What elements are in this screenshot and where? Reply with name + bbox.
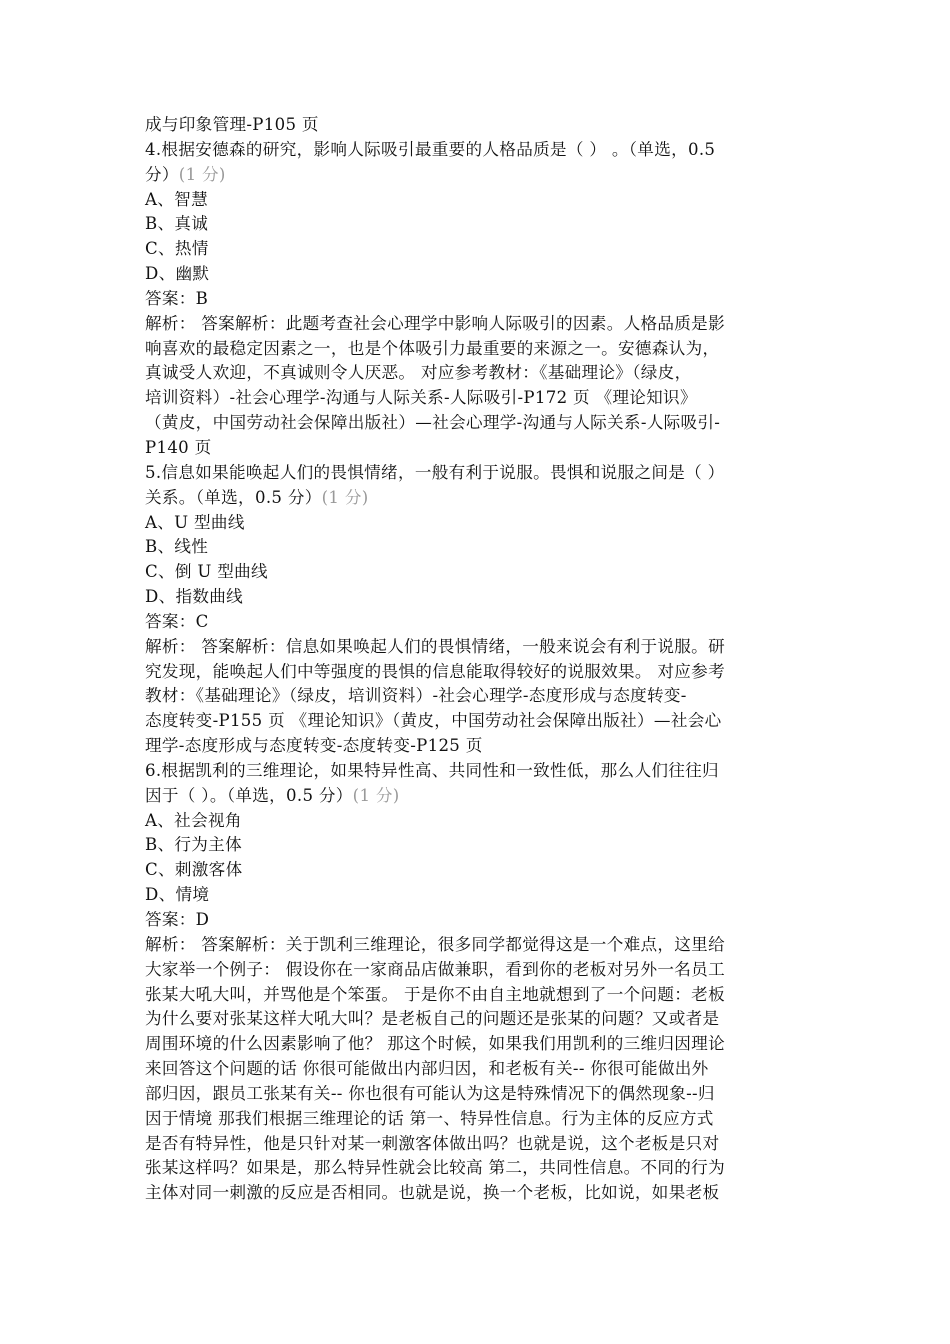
question-type: 关系。（单选，0.5 分） <box>145 487 322 507</box>
option-a: A、U 型曲线 <box>145 512 245 532</box>
option-d: D、幽默 <box>145 264 210 284</box>
question-4-stem: 4.根据安德森的研究，影响人际吸引最重要的人格品质是（ ） 。（单选，0.5 <box>145 139 716 159</box>
explanation-line: 周围环境的什么因素影响了他？ 那这个时候，如果我们用凯利的三维归因理论 <box>145 1034 725 1054</box>
explanation-line: 究发现，能唤起人们中等强度的畏惧的信息能取得较好的说服效果。 对应参考 <box>145 661 725 681</box>
score-tag: (1 分) <box>321 487 369 507</box>
answer: 答案：B <box>145 288 209 308</box>
explanation-line: 态度转变-P155 页 《理论知识》（黄皮，中国劳动社会保障出版社）—社会心 <box>145 711 722 731</box>
explanation-line: 解析： 答案解析：关于凯利三维理论，很多同学都觉得这是一个难点，这里给 <box>145 934 725 954</box>
option-a: A、社会视角 <box>145 810 242 830</box>
score-tag: (1 分) <box>178 164 226 184</box>
explanation-line: 教材：《基础理论》（绿皮，培训资料）-社会心理学-态度形成与态度转变- <box>145 686 687 706</box>
explanation-line: 来回答这个问题的话 你很可能做出内部归因，和老板有关-- 你很可能做出外 <box>145 1059 709 1079</box>
question-type: 分） <box>145 164 179 184</box>
option-d: D、指数曲线 <box>145 587 244 607</box>
explanation-line: P140 页 <box>145 437 212 457</box>
option-b: B、行为主体 <box>145 835 242 855</box>
option-d: D、情境 <box>145 885 210 905</box>
explanation-line: 是否有特异性，他是只针对某一刺激客体做出吗？也就是说，这个老板是只对 <box>145 1133 720 1153</box>
explanation-line: 培训资料）-社会心理学-沟通与人际关系-人际吸引-P172 页 《理论知识》 <box>145 388 697 408</box>
text-line <box>145 784 810 809</box>
question-type: 因于（ ）。（单选，0.5 分） <box>145 785 353 805</box>
explanation-line: 响喜欢的最稳定因素之一，也是个体吸引力最重要的来源之一。安德森认为， <box>145 338 720 358</box>
text-line <box>145 163 810 188</box>
question-5-stem: 5.信息如果能唤起人们的畏惧情绪，一般有利于说服。畏惧和说服之间是（ ） <box>145 462 725 482</box>
option-a: A、智慧 <box>145 189 208 209</box>
explanation-line: （黄皮，中国劳动社会保障出版社）—社会心理学-沟通与人际关系-人际吸引- <box>145 413 721 433</box>
document-page <box>145 113 810 1206</box>
option-c: C、刺激客体 <box>145 860 243 880</box>
explanation-line: 理学-态度形成与态度转变-态度转变-P125 页 <box>145 736 483 756</box>
answer: 答案：C <box>145 611 209 631</box>
option-b: B、线性 <box>145 537 209 557</box>
explanation-line: 张某大吼大叫，并骂他是个笨蛋。 于是你不由自主地就想到了一个问题：老板 <box>145 984 725 1004</box>
option-c: C、热情 <box>145 239 209 259</box>
answer: 答案：D <box>145 910 210 929</box>
explanation-line: 解析： 答案解析：此题考查社会心理学中影响人际吸引的因素。人格品质是影 <box>145 313 725 333</box>
explanation-line: 真诚受人欢迎，不真诚则令人厌恶。 对应参考教材：《基础理论》（绿皮， <box>145 363 692 383</box>
explanation-line: 解析： 答案解析：信息如果唤起人们的畏惧情绪，一般来说会有利于说服。研 <box>145 636 725 656</box>
question-6-stem: 6.根据凯利的三维理论，如果特异性高、共同性和一致性低，那么人们往往归 <box>145 760 719 780</box>
score-tag: (1 分) <box>352 785 400 805</box>
text-line <box>145 486 810 511</box>
explanation-line: 主体对同一刺激的反应是否相同。也就是说，换一个老板，比如说，如果老板 <box>145 1183 720 1203</box>
option-b: B、真诚 <box>145 214 209 234</box>
text-line: 成与印象管理-P105 页 <box>145 115 319 134</box>
explanation-line: 大家举一个例子： 假设你在一家商品店做兼职，看到你的老板对另外一名员工 <box>145 959 725 979</box>
explanation-line: 为什么要对张某这样大吼大叫？是老板自己的问题还是张某的问题？又或者是 <box>145 1009 720 1029</box>
explanation-line: 因于情境 那我们根据三维理论的话 第一、特异性信息。行为主体的反应方式 <box>145 1108 714 1128</box>
explanation-line: 部归因，跟员工张某有关-- 你也很有可能认为这是特殊情况下的偶然现象--归 <box>145 1083 715 1103</box>
explanation-line: 张某这样吗？如果是，那么特异性就会比较高 第二，共同性信息。不同的行为 <box>145 1158 725 1178</box>
option-c: C、倒 U 型曲线 <box>145 562 268 582</box>
